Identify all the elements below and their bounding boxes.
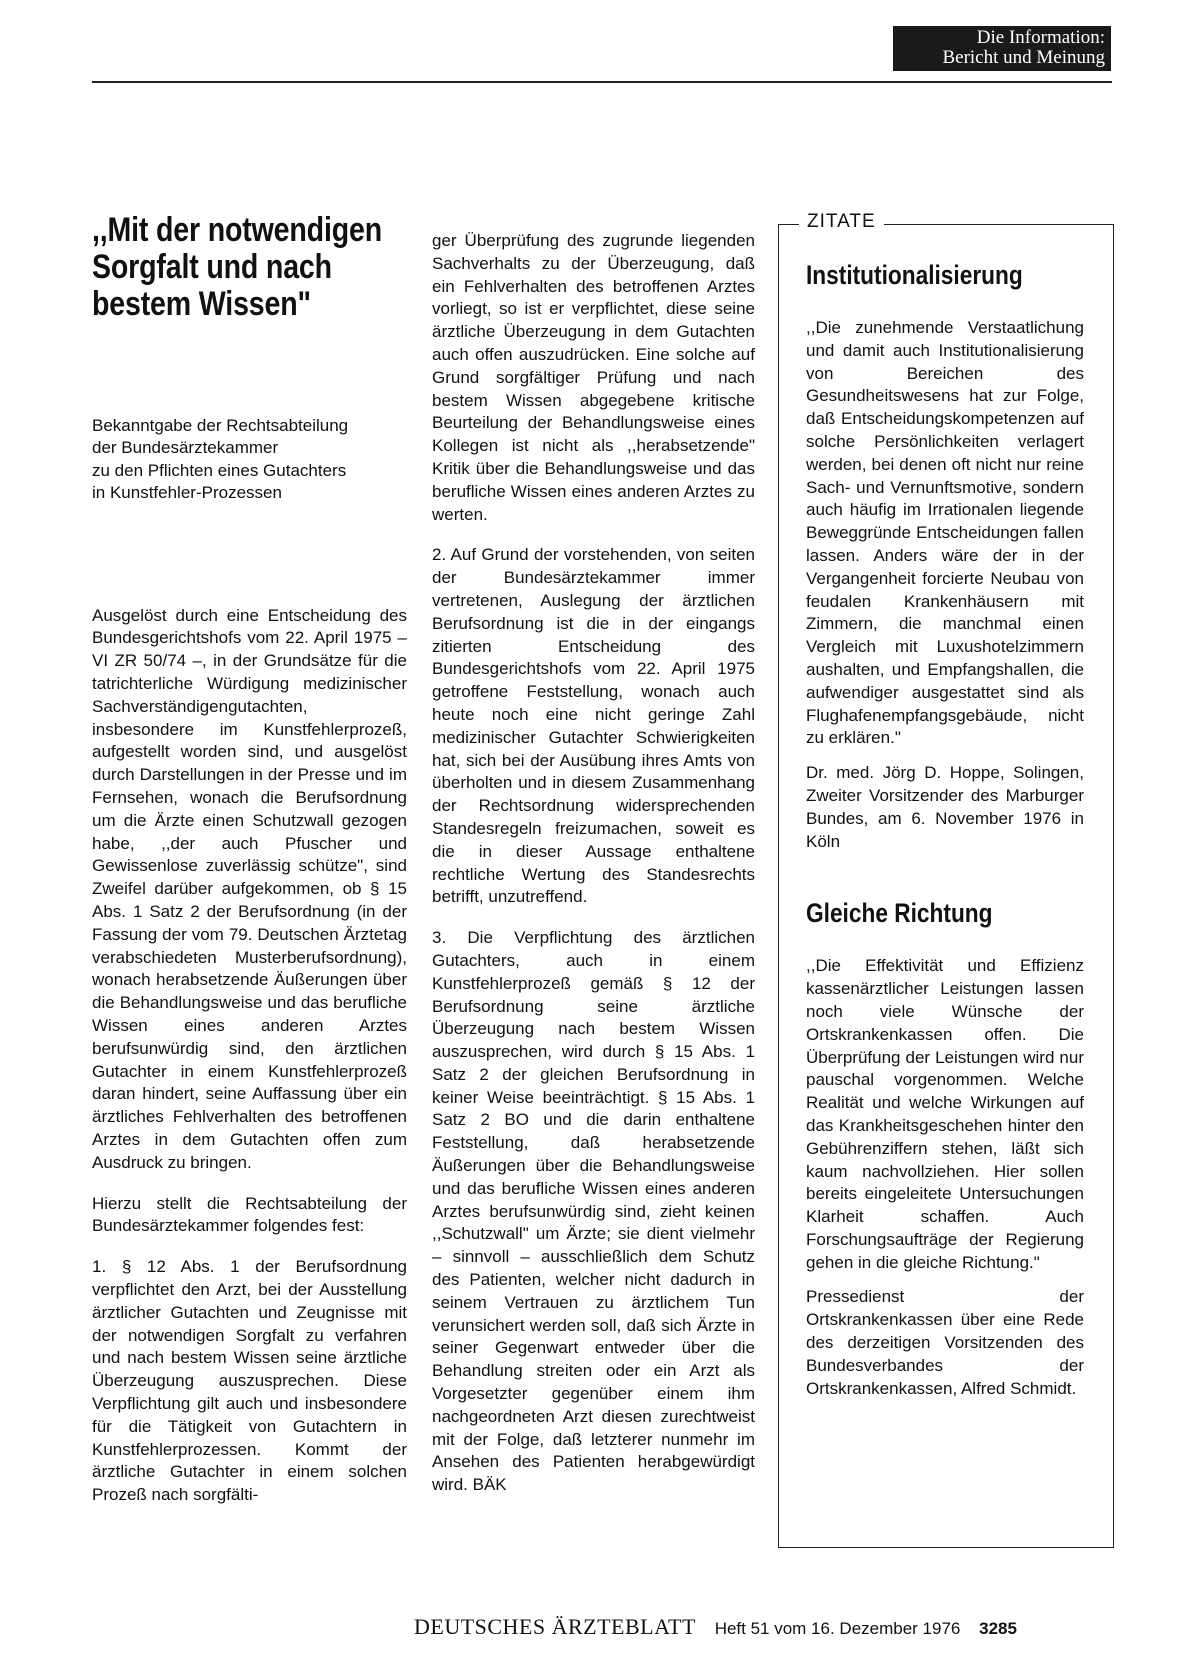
article-column-1 — [92, 212, 407, 1525]
quote-heading-2: Gleiche Richtung — [806, 898, 993, 929]
page-number: 3285 — [979, 1619, 1017, 1638]
quote-source-1: Dr. med. Jörg D. Hoppe, Solingen, Zweiter Vorsitzender des Marburger Bundes, am 6. November 1976 in Köln — [806, 763, 1084, 851]
header-rule — [92, 81, 1112, 83]
spacer — [92, 505, 407, 605]
body-paragraph: Ausgelöst durch eine Entscheidung des Bundesgerichtshofs vom 22. April 1975 – VI ZR 50/74 –, in der Grundsätze für die tatrichterliche Würdigung medizinischer Sachverständigengutachten, insbesondere im Kunstfehlerprozeß, aufgestellt worden sind, und ausgelöst durch Darstellungen in der Presse und im Fernsehen, wonach die Berufsordnung um die Ärzte einen Schutzwall gezogen habe, ,,der auch Pfuscher und Gewissenlose zuverlässig schütze", sind Zweifel darüber aufgekommen, ob § 15 Abs. 1 Satz 2 der Berufsordnung (in der Fassung der vom 79. Deutschen Ärztetag verabschiedeten Musterberufsordnung), wonach herabsetzende Äußerungen über die Behandlungsweise und das berufliche Wissen eines anderen Arztes berufsunwürdig sind, den ärztlichen Gutachter in einem Kunstfehlerprozeß daran hindert, seine Auffassung über ein ärztliches Fehlverhalten des betroffenen Arztes in dem Gutachten offen zum Ausdruck zu bringen. — [92, 605, 407, 1172]
body-paragraph: 3. Die Verpflichtung des ärztlichen Gutachters, auch in einem Kunstfehlerprozeß gemäß § 12 der Berufsordnung seine ärztliche Überzeugung nach bestem Wissen auszusprechen, wird durch § 15 Abs. 1 Satz 2 der gleichen Berufsordnung in keiner Weise beeinträchtigt. § 15 Abs. 1 Satz 2 BO und die darin enthaltene Feststellung, daß herabsetzende Äußerungen über die Behandlungsweise und das berufliche Wissen eines anderen Arztes berufsunwürdig sind, zieht keinen ,,Schutzwall" um Ärzte; sie dient vielmehr – sinnvoll – ausschließlich dem Schutz des Patienten, welcher nicht dadurch in seinem Vertrauen zu ärztlichem Tun verunsichert werden soll, daß sich Ärzte in seiner Gegenwart entweder über die Behandlung streiten oder ein Arzt als Vorgesetzter gegenüber einem ihm nachgeordneten Arzt diesen zurechtweist mit der Folge, daß letzterer nunmehr im Ansehen des Patienten herabgewürdigt wird. BÄK — [432, 928, 755, 1495]
article-subtitle — [92, 415, 407, 505]
body-paragraph: Hierzu stellt die Rechtsabteilung der Bundesärztekammer folgendes fest: — [92, 1193, 407, 1236]
zitate-label: ZITATE — [799, 211, 884, 233]
page-footer — [414, 1614, 1114, 1640]
body-paragraph: ger Überprüfung des zugrunde liegenden Sachverhalts zu der Überzeugung, daß ein Fehlverhalten des betroffenen Arztes vorliegt, so ist er verpflichtet, diese seine ärztliche Überzeugung in dem Gutachten auch offen auszudrücken. Eine solche auf Grund sorgfältiger Prüfung und nach bestem Wissen abgegebene kritische Beurteilung der Behandlungsweise eines Kollegen ist nicht als ,,herabsetzende" Kritik über die Behandlungsweise und das berufliche Wissen eines anderen Arztes zu werten. — [432, 231, 755, 524]
article-headline: ,,Mit der notwendigen Sorgfalt und nach bestem Wissen" — [92, 211, 382, 323]
subtitle-line: in Kunstfehler-Prozessen — [92, 483, 282, 503]
quote-heading-1: Institutionalisierung — [806, 260, 1023, 290]
quote-text-1: ,,Die zunehmende Verstaatlichung und damit auch Institutionalisierung von Bereichen des Gesundheitswesens hat zur Folge, daß Entscheidungskompetenzen auf solche Persönlichkeiten verlagert werden, bei denen oft nicht nur reine Sach- und Vernunftsmotive, sondern auch häufig im Irrationalen liegende Beweggründe Entscheidungen fallen lassen. Anders wäre der in der Vergangenheit forcierte Neubau von feudalen Krankenhäusern mit Zimmern, die manchmal einen Vergleich mit Luxushotelzimmern aushalten, und Empfangshallen, die aufwendiger ausgestattet sind als Flughafenempfangsgebäude, nicht zu erklären." — [806, 318, 1084, 748]
body-paragraph: 2. Auf Grund der vorstehenden, von seiten der Bundesärztekammer immer vertretenen, Auslegung der ärztlichen Berufsordnung ist die in der eingangs zitierten Entscheidung des Bundesgerichtshofs vom 22. April 1975 getroffene Feststellung, wonach auch heute noch eine nicht geringe Zahl medizinischer Gutachter Schwierigkeiten hat, sich bei der Ausübung ihres Amts von überholten und in diesem Zusammenhang der Rechtsordnung widersprechenden Standesregeln freizumachen, soweit es die in dieser Aussage enthaltene rechtliche Wertung des Standesrechts betrifft, unzutreffend. — [432, 545, 755, 907]
quote-source-2: Pressedienst der Ortskrankenkassen über eine Rede des derzeitigen Vorsitzenden des Bundesverbandes der Ortskrankenkassen, Alfred Schmidt. — [806, 1287, 1084, 1398]
zitate-content — [806, 259, 1084, 1412]
subtitle-line: der Bundesärztekammer — [92, 438, 279, 458]
article-column-2 — [432, 230, 755, 1515]
section-tag-line-2: Bericht und Meinung — [942, 47, 1105, 68]
body-paragraph: 1. § 12 Abs. 1 der Berufsordnung verpflichtet den Arzt, bei der Ausstellung ärztlicher Gutachten und Zeugnisse mit der notwendigen Sorgfalt zu verfahren und nach bestem Wissen seine ärztliche Überzeugung auszusprechen. Diese Verpflichtung gilt auch und insbesondere für die Tätigkeit von Gutachtern in Kunstfehlerprozessen. Kommt der ärztliche Gutachter in einem solchen Prozeß nach sorgfälti- — [92, 1257, 407, 1505]
section-tag — [893, 26, 1111, 71]
journal-name: DEUTSCHES ÄRZTEBLATT — [414, 1614, 696, 1639]
quote-text-2: ,,Die Effektivität und Effizienz kassenärztlicher Leistungen lassen noch viele Wünsche der Ortskrankenkassen offen. Die Überprüfung der Leistungen wird nur pauschal vorgenommen. Welche Realität und welche Wirkungen auf das Krankheitsgeschehen hinter den Gebührenziffern stehen, läßt sich kaum nachvollziehen. Hier sollen bereits eingeleitete Untersuchungen Klarheit schaffen. Auch Forschungsaufträge der Regierung gehen in die gleiche Richtung." — [806, 956, 1084, 1272]
subtitle-line: zu den Pflichten eines Gutachters — [92, 460, 347, 480]
section-tag-line-1: Die Information: — [976, 27, 1105, 48]
subtitle-line: Bekanntgabe der Rechtsabteilung — [92, 416, 349, 435]
zitate-box — [778, 211, 1114, 1548]
issue-info: Heft 51 vom 16. Dezember 1976 — [714, 1619, 961, 1638]
